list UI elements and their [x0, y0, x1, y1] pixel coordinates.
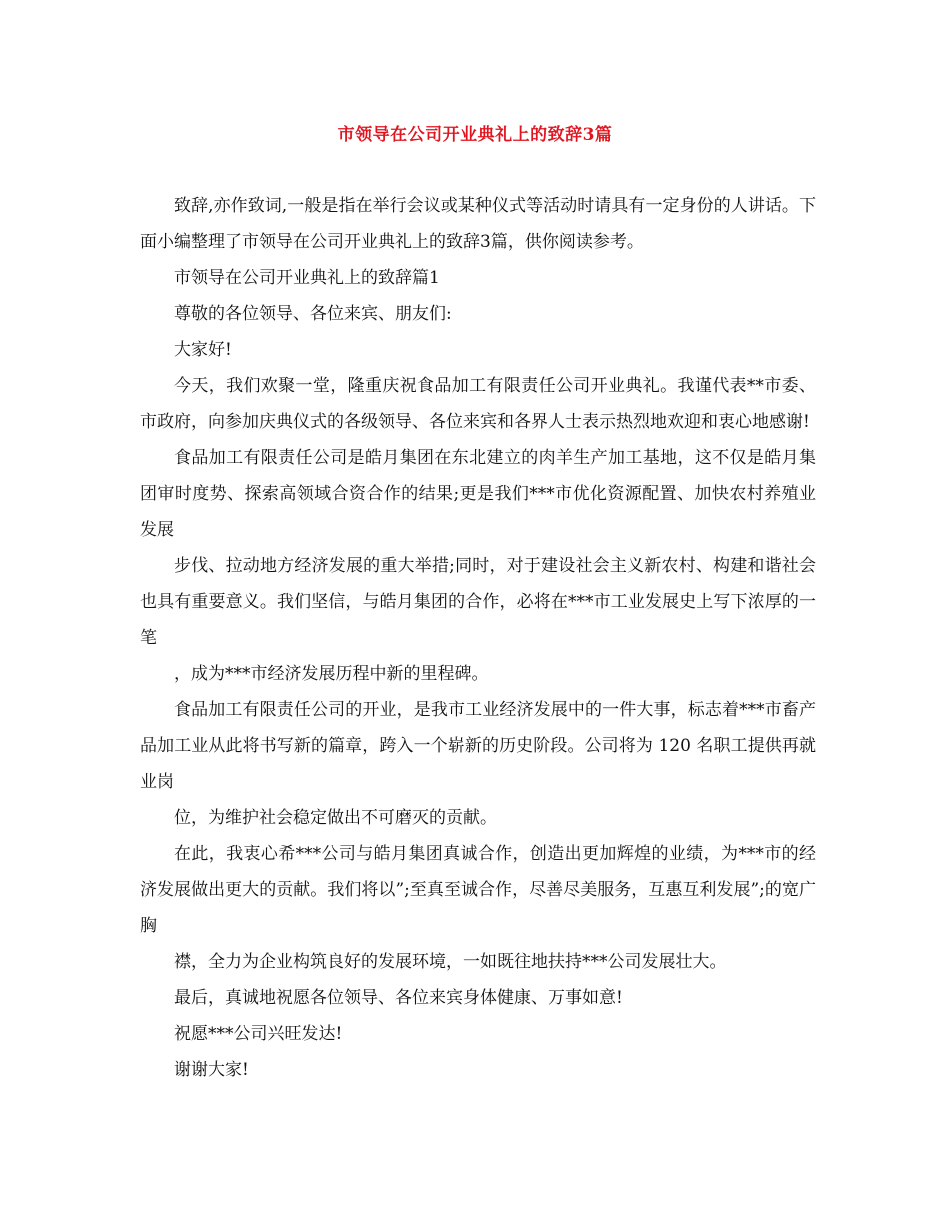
- closing-wish: 最后，真诚地祝愿各位领导、各位来宾身体健康、万事如意!: [174, 988, 623, 1008]
- paragraph: 在此，我衷心希***公司与皓月集团真诚合作，创造出更加辉煌的业绩，为***市的经济发展做出更大的贡献。我们将以”;至真至诚合作，尽善尽美服务，互惠互利发展”;的宽广胸: [140, 844, 816, 936]
- closing-thanks: 谢谢大家!: [174, 1060, 249, 1080]
- paragraph: 位，为维护社会稳定做出不可磨灭的贡献。: [174, 808, 497, 828]
- paragraph: 食品加工有限责任公司是皓月集团在东北建立的肉羊生产加工基地，这不仅是皓月集团审时度势、探索高领域合资合作的结果;更是我们***市优化资源配置、加快农村养殖业发展: [140, 448, 816, 540]
- paragraph: 食品加工有限责任公司的开业，是我市工业经济发展中的一件大事，标志着***市畜产品加工业从此将书写新的篇章，跨入一个崭新的历史阶段。公司将为 120 名职工提供再就业岗: [140, 700, 816, 792]
- paragraph: ，成为***市经济发展历程中新的里程碑。: [174, 664, 489, 684]
- paragraph-intro: 致辞,亦作致词,一般是指在举行会议或某种仪式等活动时请具有一定身份的人讲话。下面小编整理了市领导在公司开业典礼上的致辞3篇，供你阅读参考。: [140, 196, 816, 252]
- salutation: 尊敬的各位领导、各位来宾、朋友们:: [174, 304, 452, 324]
- paragraph: 今天，我们欢聚一堂，隆重庆祝食品加工有限责任公司开业典礼。我谨代表**市委、市政府，向参加庆典仪式的各级领导、各位来宾和各界人士表示热烈地欢迎和衷心地感谢!: [140, 376, 816, 432]
- document-body: [140, 188, 816, 1088]
- document-title: 市领导在公司开业典礼上的致辞3篇: [337, 125, 613, 145]
- paragraph: 襟，全力为企业构筑良好的发展环境，一如既往地扶持***公司发展壮大。: [174, 952, 727, 972]
- paragraph: 步伐、拉动地方经济发展的重大举措;同时，对于建设社会主义新农村、构建和谐社会也具有重要意义。我们坚信，与皓月集团的合作，必将在***市工业发展史上写下浓厚的一笔: [140, 556, 816, 648]
- closing-wish: 祝愿***公司兴旺发达!: [174, 1024, 343, 1044]
- section-heading-1: 市领导在公司开业典礼上的致辞篇1: [174, 268, 440, 288]
- greeting: 大家好!: [174, 340, 232, 360]
